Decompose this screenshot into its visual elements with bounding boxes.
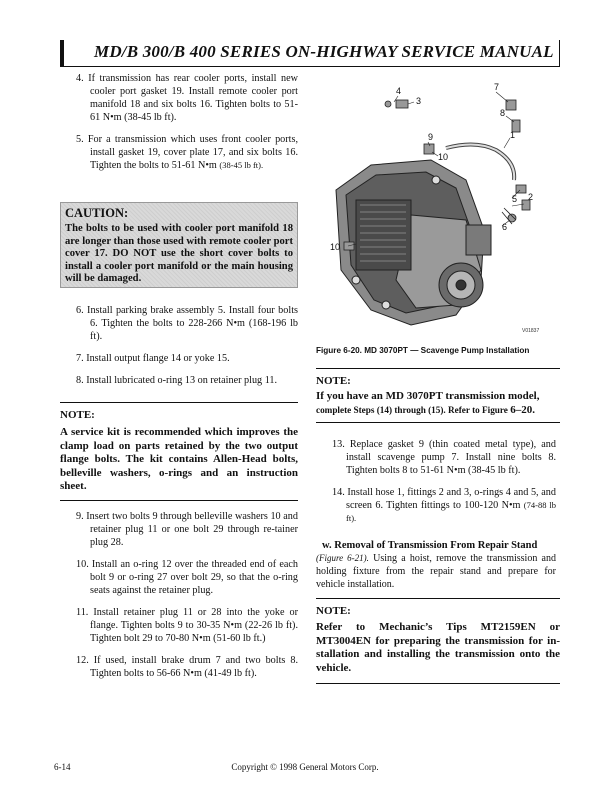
- left-column-top: [60, 72, 298, 172]
- step-7: 7. Install output flange 14 or yoke 15.: [76, 353, 230, 364]
- scavenge-pump-figure: [316, 80, 556, 340]
- callout-10-top: 10: [438, 152, 449, 162]
- figure-caption: Figure 6-20. MD 3070PT — Scavenge Pump Installation: [316, 346, 530, 355]
- step-12: 12. If used, install brake drum 7 and two bolts 8. Tighten bolts to 56-66 N•m (41-49 lb ft).: [76, 655, 298, 679]
- note1-figure-ref: 6–20.: [510, 403, 535, 416]
- step-9: 9. Insert two bolts 9 through belleville washers 10 and retainer plug 11 or one bolt 29 through re-tainer plug 28.: [76, 511, 298, 548]
- copyright: Copyright © 1998 General Motors Corp.: [231, 762, 379, 772]
- callout-7: 7: [494, 82, 500, 92]
- model-note: [316, 368, 560, 423]
- callout-6: 6: [502, 222, 508, 232]
- service-kit-note: [60, 402, 298, 501]
- transmission-illustration: [336, 160, 491, 325]
- callout-5: 5: [512, 194, 518, 204]
- step-14: [332, 486, 556, 525]
- page-header: [60, 40, 560, 67]
- figure-code: V01837: [522, 328, 540, 334]
- removal-text: [316, 552, 556, 591]
- header-rule-end: [559, 40, 560, 66]
- step-14-torque: (74-88 lb ft).: [346, 500, 556, 523]
- callout-4: 4: [396, 86, 402, 96]
- note2-text: Refer to Mechanic’s Tips MT2159EN or MT3004EN for preparing the transmission for in-stallation and installing the transmission onto the vehicle.: [316, 621, 560, 674]
- mechanic-tips-note: [316, 598, 560, 684]
- callout-9: 9: [428, 132, 434, 142]
- step-5-text: 5. For a transmission which uses front cooler ports, install gasket 19, cover plate 17, and six bolts 16. Tighten the bolts to 51-61 N•m: [76, 134, 298, 171]
- manual-title: MD/B 300/B 400 SERIES ON-HIGHWAY SERVICE MANUAL: [94, 42, 554, 61]
- note2-label: NOTE:: [316, 605, 351, 617]
- callout-1: 1: [510, 130, 516, 140]
- step-11: 11. Install retainer plug 11 or 28 into the yoke or flange. Tighten bolts 9 to 30-35 N•m (22-26 lb ft). Tighten bolt 29 to 70-80 N•m (51-60 lb ft.): [76, 607, 298, 644]
- step-6: 6. Install parking brake assembly 5. Install four bolts 6. Tighten the bolts to 228-266 N•m (168-196 lb ft).: [76, 305, 298, 342]
- step-5: [76, 133, 298, 172]
- removal-body: Using a hoist, remove the transmission and holding fixture from the repair stand and prepare for vehicle installation.: [316, 553, 556, 590]
- callout-3: 3: [416, 96, 422, 106]
- right-column-steps: [316, 438, 556, 525]
- callout-2: 2: [528, 192, 534, 202]
- step-14-text: 14. Install hose 1, fittings 2 and 3, o-rings 4 and 5, and screen 6. Tighten fittings to 100-120 N•m: [332, 487, 556, 511]
- caution-box: [60, 202, 298, 288]
- note1-label: NOTE:: [316, 375, 351, 387]
- removal-heading: w. Removal of Transmission From Repair Stand: [322, 540, 538, 551]
- step-8: 8. Install lubricated o-ring 13 on retainer plug 11.: [76, 375, 278, 386]
- note1-line-b: [316, 404, 560, 416]
- left-column-middle: [60, 304, 298, 387]
- step-5-torque: (38-45 lb ft).: [219, 160, 264, 170]
- note-text: A service kit is recommended which improves the clamp load on parts retained by the two output flange bolts. The kit contains Allen-Head bolts, belleville washers, o-rings and an instruction sheet.: [60, 426, 298, 492]
- note1-line-a: If you have an MD 3070PT transmission model,: [316, 390, 540, 402]
- step-4: 4. If transmission has rear cooler ports, install new cooler port gasket 19. Install remote cooler port manifold 18 and six bolts 16. Tighten bolts to 51-61 N•m (38-45 lb ft).: [76, 73, 298, 123]
- note-label: NOTE:: [60, 409, 95, 421]
- step-13: 13. Replace gasket 9 (thin coated metal type), and install scavenge pump 7. Install nine bolts 8. Tighten bolts 8 to 51-61 N•m (38-45 lb ft).: [332, 439, 556, 476]
- removal-section: [316, 540, 556, 591]
- left-column-bottom: [60, 510, 298, 680]
- page-number: 6-14: [54, 762, 71, 772]
- callout-8: 8: [500, 108, 506, 118]
- callout-10-left: 10: [330, 242, 341, 252]
- step-10: 10. Install an o-ring 12 over the threaded end of each bolt 9 or o-ring 27 over bolt 29, so that the o-ring seats against the retainer plug.: [76, 559, 298, 596]
- caution-text: The bolts to be used with cooler port manifold 18 are longer than those used with remote cooler port cover 17. DO NOT use the short cover bolts to install a cooler port manifold or the main housing will be damaged.: [65, 223, 293, 284]
- note1-line-b-text: complete Steps (14) through (15). Refer to Figure: [316, 404, 508, 415]
- removal-figure-ref: (Figure 6-21).: [316, 553, 369, 563]
- caution-title: CAUTION:: [65, 206, 129, 220]
